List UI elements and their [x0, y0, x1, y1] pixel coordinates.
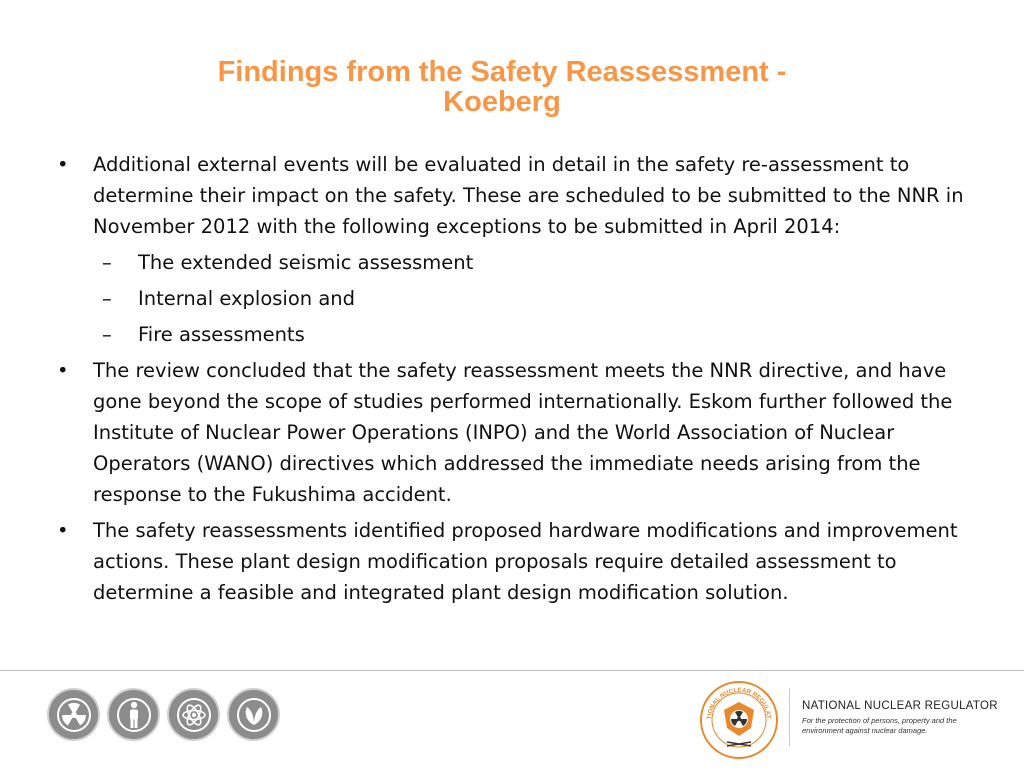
- sub-bullet-item: [52, 283, 982, 314]
- bullet-text: Additional external events will be evaluated in detail in the safety re-assessment to determine their impact on the safety. These are scheduled to be submitted to the NNR in November 2012 with the following exceptions to be submitted in April 2014:: [93, 153, 964, 238]
- dash-glyph: –: [102, 287, 112, 310]
- sub-bullet-text: Fire assessments: [138, 323, 305, 346]
- dash-glyph: –: [102, 251, 112, 274]
- sub-bullet-item: [52, 247, 982, 278]
- bullet-glyph: •: [57, 519, 69, 542]
- footer-icon-row: [47, 688, 280, 741]
- radiation-icon: [47, 688, 100, 741]
- leaf-icon: [227, 688, 280, 741]
- bullet-glyph: •: [57, 359, 69, 382]
- slide-title-line2: Koeberg: [443, 86, 561, 118]
- bullet-text: The review concluded that the safety reassessment meets the NNR directive, and have gone beyond the scope of studies performed internationally. Eskom further followed the Institute of Nuclear Power Operations (INPO) and the World Association of Nuclear Operators (WANO) directives which addressed the immediate needs arising from the response to the Fukushima accident.: [93, 359, 953, 506]
- footer-divider: [0, 670, 1024, 671]
- sub-bullet-text: The extended seismic assessment: [138, 251, 474, 274]
- bullet-item: [52, 355, 982, 510]
- org-tagline: For the protection of persons, property and the environment against nuclear damage.: [802, 716, 957, 735]
- org-name: NATIONAL NUCLEAR REGULATOR: [802, 700, 998, 712]
- person-icon: [107, 688, 160, 741]
- footer-separator: [789, 688, 790, 746]
- svg-text:NATIONAL NUCLEAR REGULATOR: TIONAL NUCLEAR REGULAT: [705, 686, 773, 720]
- bullet-item: [52, 515, 982, 608]
- slide-body: [52, 149, 982, 613]
- sub-bullet-text: Internal explosion and: [138, 287, 356, 310]
- slide-title: [0, 57, 1004, 117]
- slide-title-line1: Findings from the Safety Reassessment -: [217, 56, 787, 88]
- atom-icon: [167, 688, 220, 741]
- sub-bullet-item: [52, 319, 982, 350]
- bullet-glyph: •: [57, 153, 69, 176]
- bullet-item: [52, 149, 982, 242]
- dash-glyph: –: [102, 323, 112, 346]
- bullet-text: The safety reassessments identified proposed hardware modifications and improvement actions. These plant design modification proposals require detailed assessment to determine a feasible and integrated plant design modification solution.: [93, 519, 958, 604]
- regulator-seal-logo: [699, 680, 779, 760]
